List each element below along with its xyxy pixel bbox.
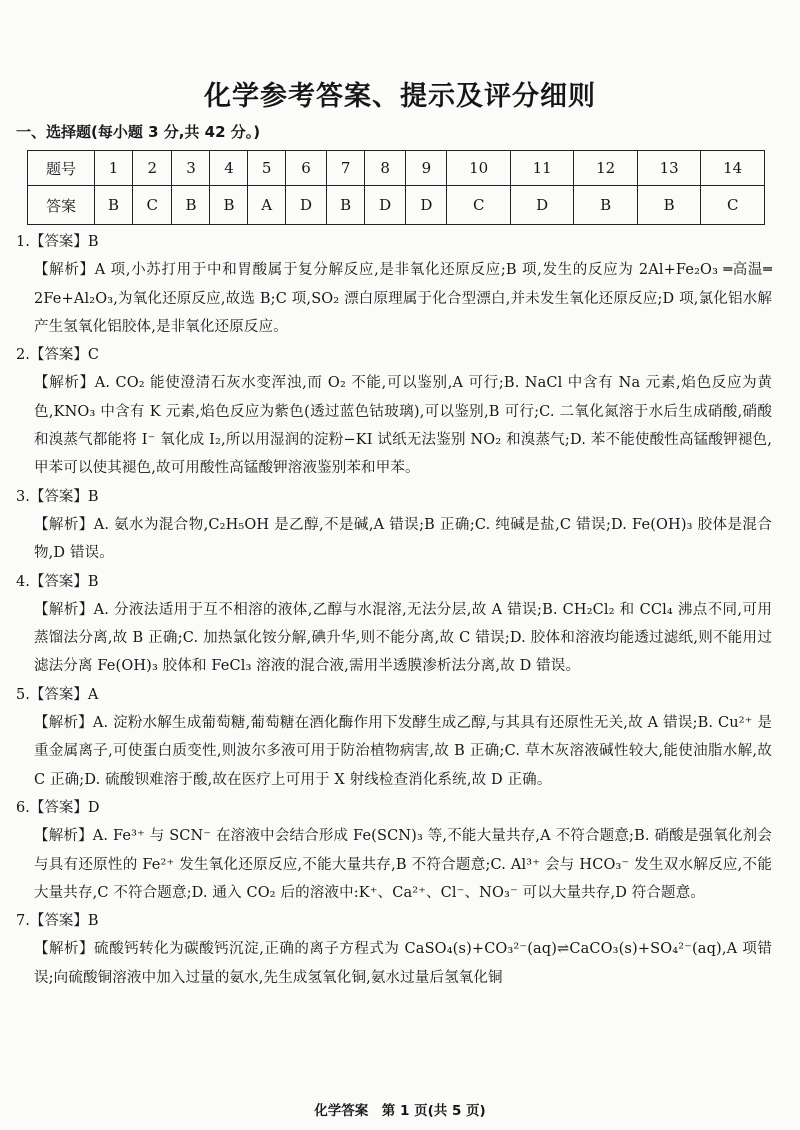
answer-cell: B — [574, 186, 637, 225]
row-header-answer: 答案 — [28, 186, 95, 225]
page-footer: 化学答案 第 1 页(共 5 页) — [314, 1103, 486, 1119]
answer-cell: B — [637, 186, 700, 225]
question-number-cell: 13 — [637, 151, 700, 186]
answer-table — [27, 150, 765, 225]
question-7-analysis: 【解析】硫酸钙转化为碳酸钙沉淀,正确的离子方程式为 CaSO₄(s)+CO₃²⁻(aq)⇌CaCO₃(s)+SO₄²⁻(aq),A 项错误;向硫酸铜溶液中加入过量的氨水,先生成氢氧化铜,氨水过量后氢氧化铜 — [34, 941, 772, 986]
question-2-analysis: 【解析】A. CO₂ 能使澄清石灰水变浑浊,而 O₂ 不能,可以鉴别,A 可行;B. NaCl 中含有 Na 元素,焰色反应为黄色,KNO₃ 中含有 K 元素,焰色反应为紫色(透过蓝色钴玻璃),可以鉴别,B 可行;C. 二氧化氮溶于水后生成硝酸,硝酸和溴蒸气都能将 I⁻ 氧化成 I₂,所以用湿润的淀粉−KI 试纸无法鉴别 NO₂ 和溴蒸气;D. 苯不能使酸性高锰酸钾褪色,甲苯可以使其褪色,故可用酸性高锰酸钾溶液鉴别苯和甲苯。 — [34, 375, 772, 477]
question-1-analysis: 【解析】A 项,小苏打用于中和胃酸属于复分解反应,是非氧化还原反应;B 项,发生的反应为 2Al+Fe₂O₃ ═高温═ 2Fe+Al₂O₃,为氧化还原反应,故选 B;C 项,SO₂ 漂白原理属于化合型漂白,并未发生氧化还原反应;D 项,氯化铝水解产生氢氧化铝胶体,是非氧化还原反应。 — [34, 262, 772, 335]
question-3-answer: 3.【答案】B — [16, 488, 99, 505]
question-number-cell: 6 — [285, 151, 326, 186]
row-header-number: 题号 — [28, 151, 95, 186]
question-1-answer: 1.【答案】B — [16, 234, 99, 250]
answer-cell: D — [406, 186, 447, 225]
question-number-cell: 11 — [510, 151, 573, 186]
question-number-cell: 3 — [172, 151, 210, 186]
answer-cell: D — [285, 186, 326, 225]
question-number-cell: 1 — [95, 151, 133, 186]
question-number-cell: 9 — [406, 151, 447, 186]
question-6-analysis: 【解析】A. Fe³⁺ 与 SCN⁻ 在溶液中会结合形成 Fe(SCN)₃ 等,不能大量共存,A 不符合题意;B. 硝酸是强氧化剂会与具有还原性的 Fe²⁺ 发生氧化还原反应,不能大量共存,B 不符合题意;C. Al³⁺ 会与 HCO₃⁻ 发生双水解反应,不能大量共存,C 不符合题意;D. 通入 CO₂ 后的溶液中:K⁺、Ca²⁺、Cl⁻、NO₃⁻ 可以大量共存,D 符合题意。 — [34, 828, 772, 901]
answer-cell: B — [95, 186, 133, 225]
answer-cell: D — [365, 186, 406, 225]
question-number-cell: 7 — [327, 151, 365, 186]
answer-cell: D — [510, 186, 573, 225]
question-number-cell: 14 — [701, 151, 765, 186]
answer-cell: C — [447, 186, 510, 225]
question-number-cell: 5 — [248, 151, 285, 186]
question-number-cell: 10 — [447, 151, 510, 186]
question-number-row — [28, 151, 765, 186]
question-4-answer: 4.【答案】B — [16, 573, 99, 590]
question-3-analysis: 【解析】A. 氨水为混合物,C₂H₅OH 是乙醇,不是碱,A 错误;B 正确;C. 纯碱是盐,C 错误;D. Fe(OH)₃ 胶体是混合物,D 错误。 — [34, 516, 772, 562]
question-4-analysis: 【解析】A. 分液法适用于互不相溶的液体,乙醇与水混溶,无法分层,故 A 错误;B. CH₂Cl₂ 和 CCl₄ 沸点不同,可用蒸馏法分离,故 B 正确;C. 加热氯化铵分解,碘升华,则不能分离,故 C 错误;D. 胶体和溶液均能透过滤纸,则不能用过滤法分离 Fe(OH)₃ 胶体和 FeCl₃ 溶液的混合液,需用半透膜渗析法分离,故 D 错误。 — [34, 601, 772, 675]
page-title: 化学参考答案、提示及评分细则 — [204, 81, 596, 112]
question-6-answer: 6.【答案】D — [16, 799, 100, 816]
answer-row — [28, 186, 765, 225]
section-heading: 一、选择题(每小题 3 分,共 42 分。) — [16, 123, 261, 141]
question-5-answer: 5.【答案】A — [16, 686, 99, 703]
question-number-cell: 8 — [365, 151, 406, 186]
answer-cell: B — [172, 186, 210, 225]
question-5-analysis: 【解析】A. 淀粉水解生成葡萄糖,葡萄糖在酒化酶作用下发酵生成乙醇,与其具有还原性无关,故 A 错误;B. Cu²⁺ 是重金属离子,可使蛋白质变性,则波尔多液可用于防治植物病害,故 B 正确;C. 草木灰溶液碱性较大,能使油脂水解,故 C 正确;D. 硫酸钡难溶于酸,故在医疗上可用于 X 射线检查消化系统,故 D 正确。 — [34, 715, 772, 788]
question-number-cell: 12 — [574, 151, 637, 186]
answer-cell: C — [133, 186, 172, 225]
question-7-answer: 7.【答案】B — [16, 913, 99, 930]
answer-cell: A — [248, 186, 285, 225]
question-number-cell: 4 — [210, 151, 248, 186]
question-2-answer: 2.【答案】C — [16, 347, 99, 364]
answer-cell: C — [701, 186, 765, 225]
question-number-cell: 2 — [133, 151, 172, 186]
answer-cell: B — [327, 186, 365, 225]
answer-cell: B — [210, 186, 248, 225]
explanations — [16, 228, 772, 992]
